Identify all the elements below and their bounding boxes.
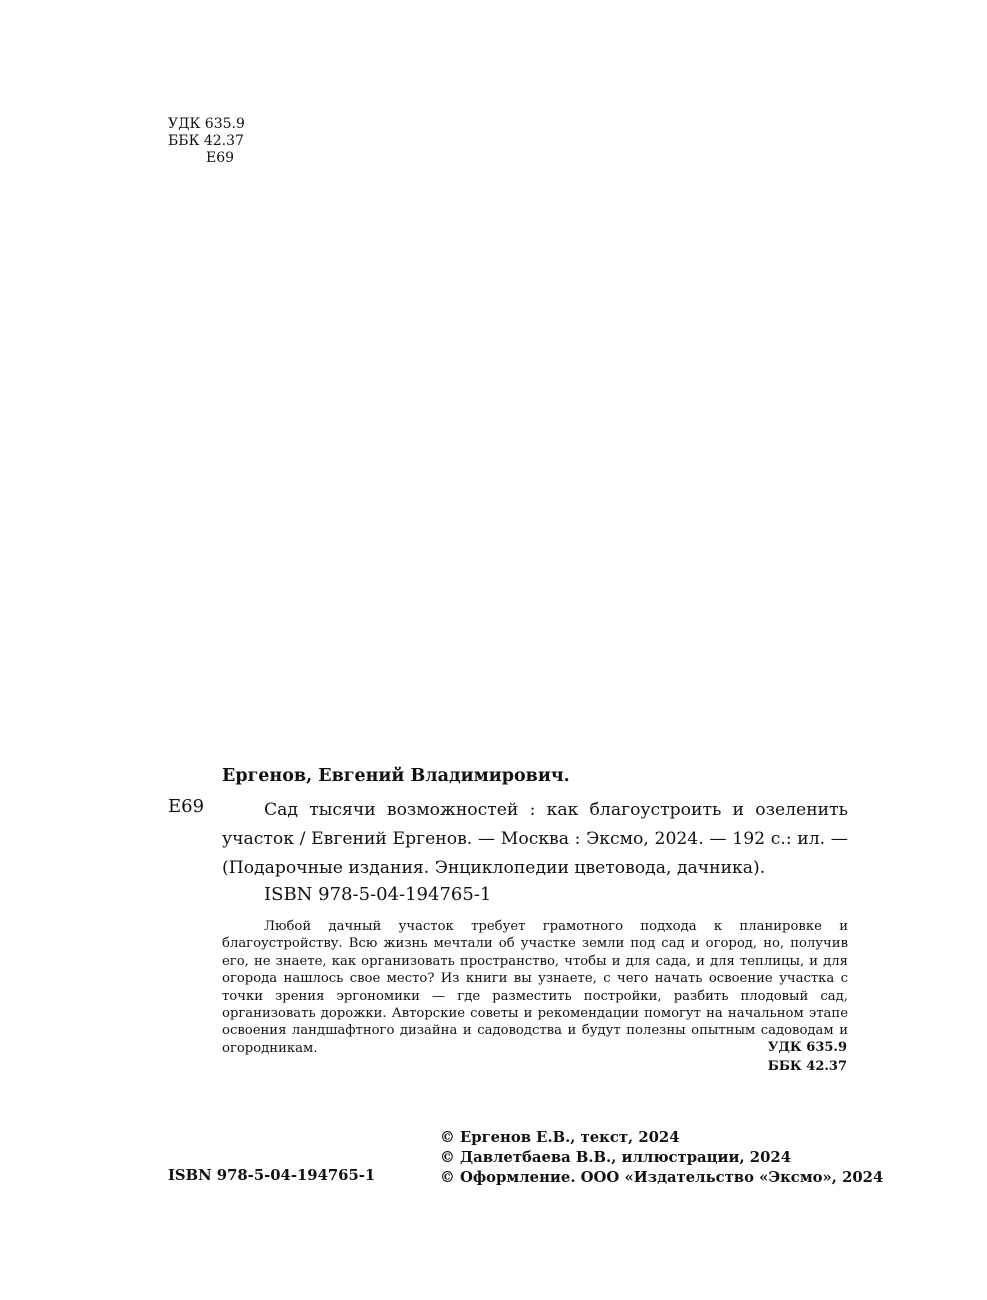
classification-codes-top [168, 116, 245, 167]
footer-isbn: ISBN 978-5-04-194765-1 [168, 1167, 376, 1184]
record-udk: УДК 635.9 [767, 1040, 847, 1055]
copyright-line: © Оформление. ООО «Издательство «Эксмо», 2024 [440, 1169, 884, 1186]
title-description: Сад тысячи возможностей : как благоустроить и озеленить участок / Евгений Ергенов. — Москва : Эксмо, 2024. — 192 с.: ил. — (Подарочные издания. Энциклопедии цветовода, дачника). [222, 800, 848, 878]
bbk-code: ББК 42.37 [168, 133, 244, 149]
author-mark-record: Е69 [168, 796, 205, 817]
annotation-text: Любой дачный участок требует грамотного подхода к планировке и благоустройству. Всю жизнь мечтали об участке земли под сад и огород, но, получив его, не знаете, как организовать пространство, чтобы и для сада, и для теплицы, и для огорода нашлось свое место? Из книги вы узнаете, с чего начать освоение участка с точки зрения эргономики — где разместить постройки, разбить плодовый сад, организовать дорожки. Авторские советы и рекомендации помогут на начальном этапе освоения ландшафтного дизайна и садоводства и будут полезны опытным садоводам и огородникам. [222, 919, 848, 1056]
classification-codes-record [768, 1038, 847, 1076]
author-heading: Ергенов, Евгений Владимирович. [222, 766, 570, 786]
author-mark: Е69 [206, 150, 235, 166]
record-isbn: ISBN 978-5-04-194765-1 [264, 884, 492, 905]
copyright-notices [440, 1128, 883, 1188]
copyright-line: © Давлетбаева В.В., иллюстрации, 2024 [440, 1149, 791, 1166]
record-bbk: ББК 42.37 [767, 1059, 847, 1074]
udk-code: УДК 635.9 [168, 116, 245, 132]
copyright-line: © Ергенов Е.В., текст, 2024 [440, 1129, 680, 1146]
